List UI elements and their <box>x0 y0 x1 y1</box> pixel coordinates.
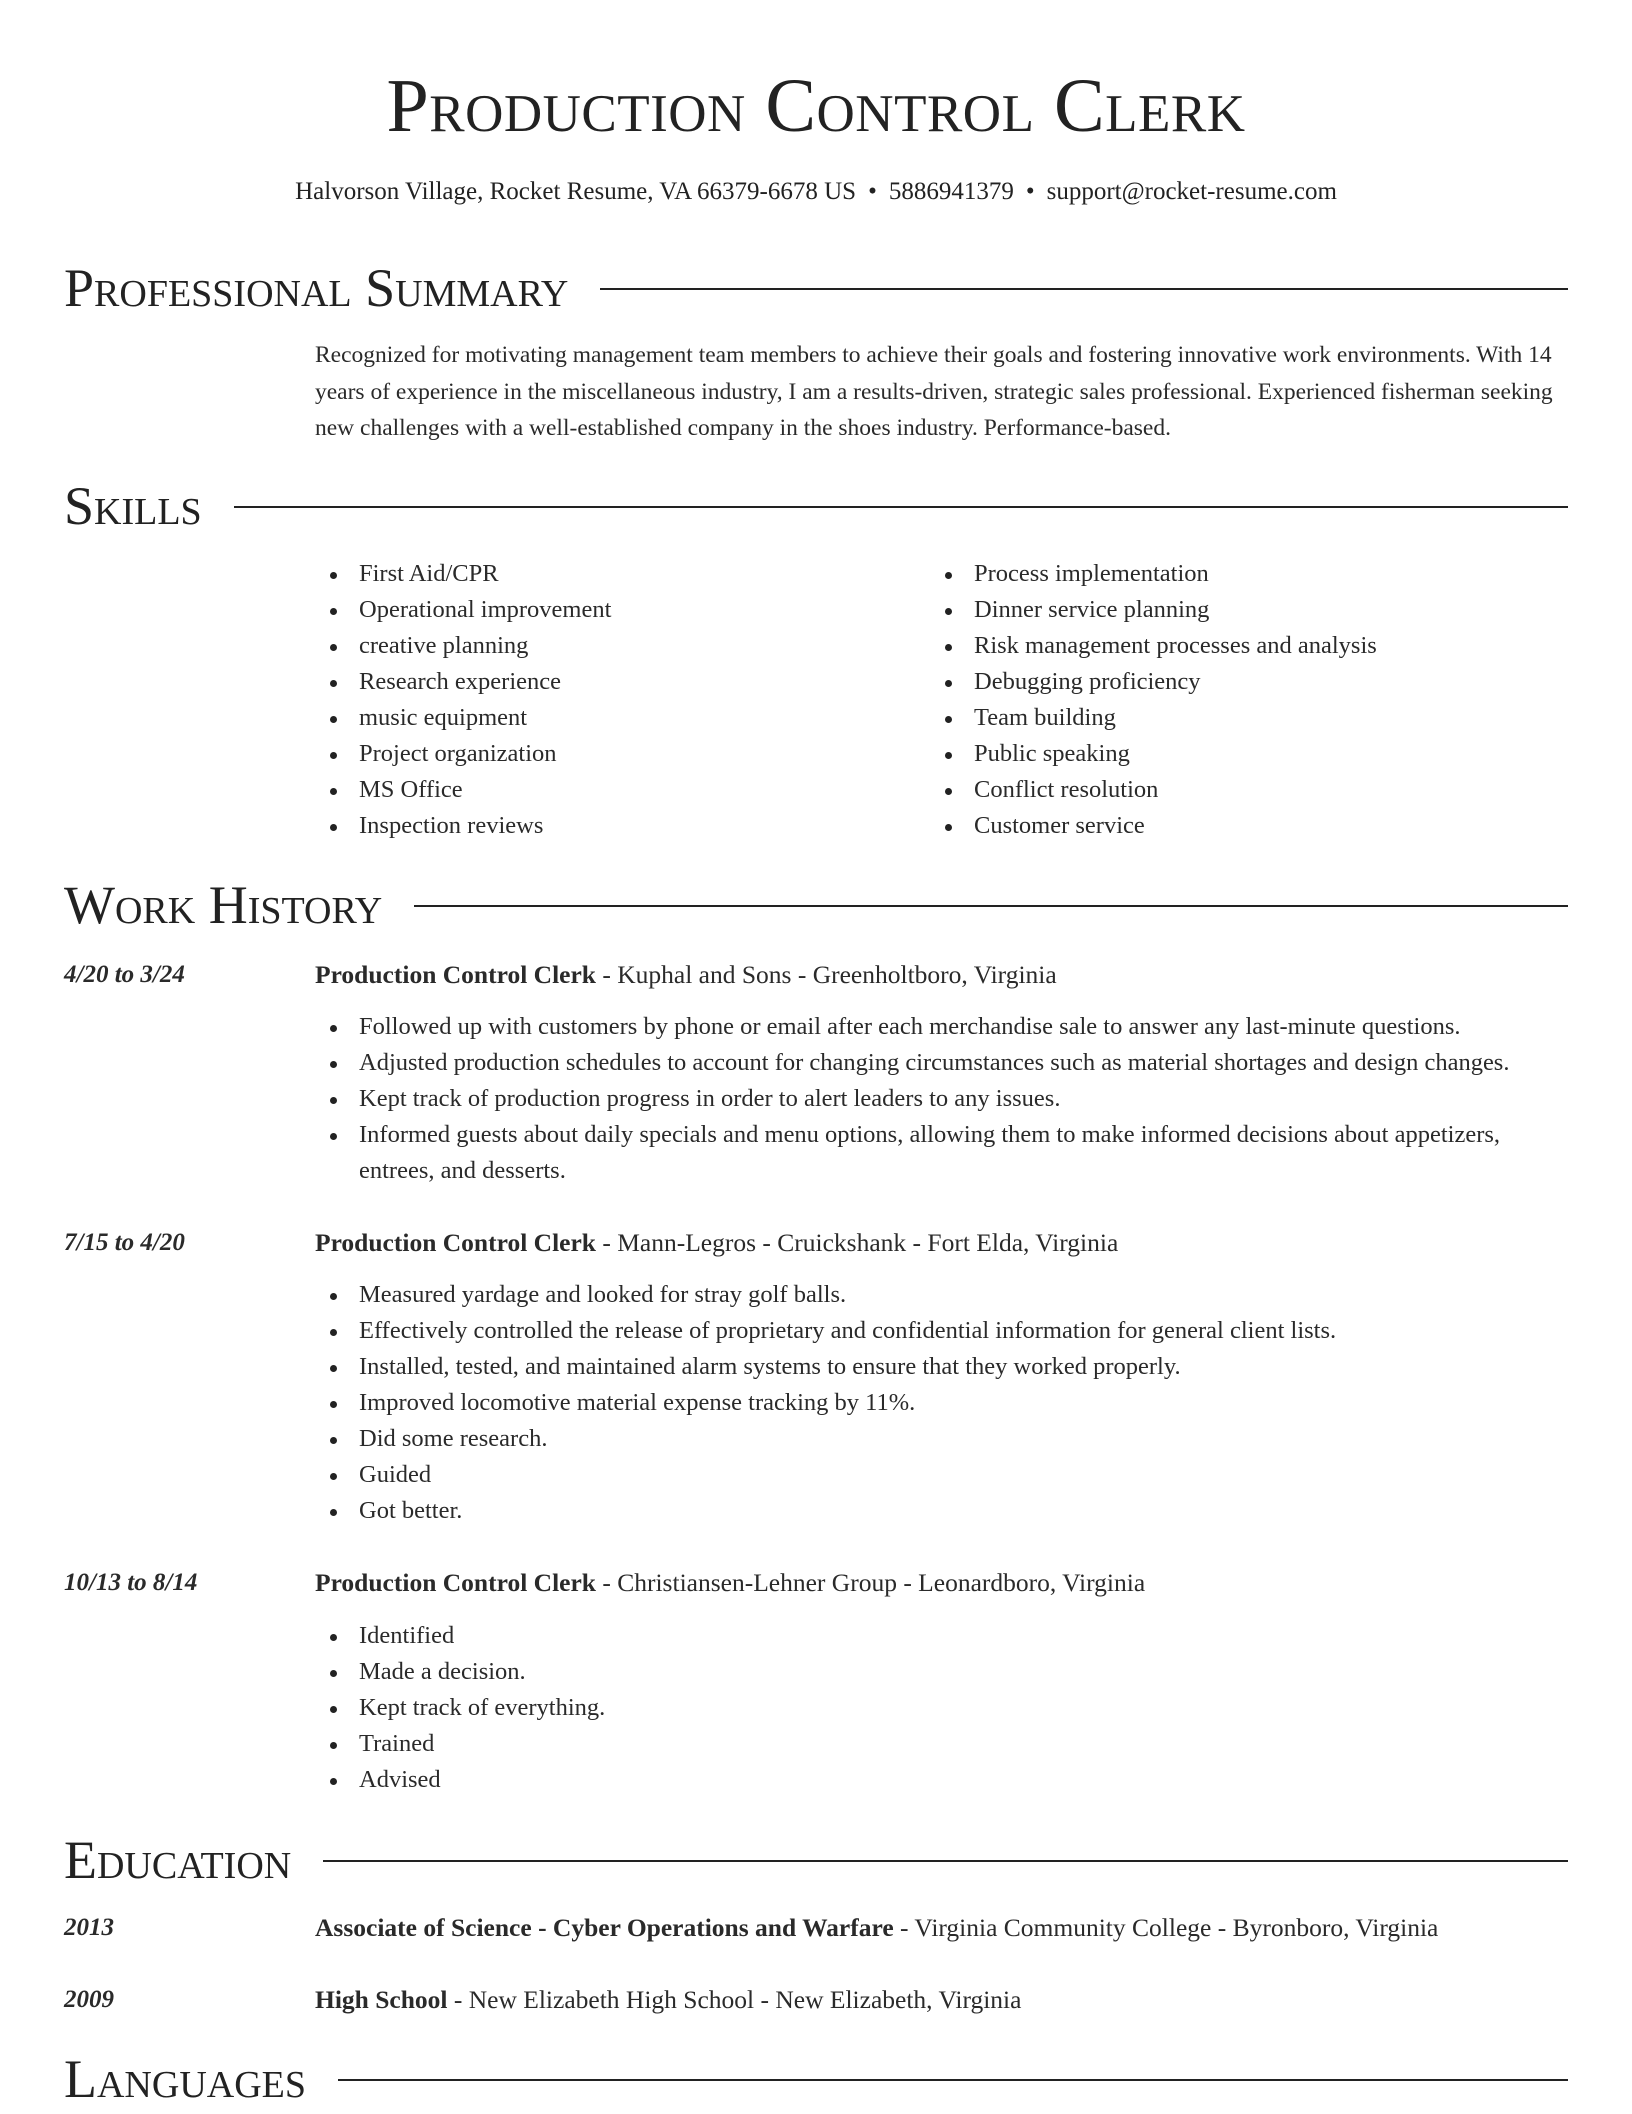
contact-line <box>0 172 1632 212</box>
section-title: Work History <box>64 875 383 935</box>
job-bullet: Advised <box>315 1762 1570 1798</box>
job-title <box>315 957 1057 993</box>
job-bullet: Kept track of everything. <box>315 1690 1570 1726</box>
job-company: - Mann-Legros - Cruickshank - Fort Elda, Virginia <box>595 1228 1119 1257</box>
section-header-skills <box>64 471 1568 541</box>
section-header-work-history <box>64 870 1568 940</box>
section-header-languages <box>64 2044 1568 2114</box>
job-bullet: Guided <box>315 1457 1570 1493</box>
section-title: Skills <box>64 476 202 536</box>
job-bullet: Improved locomotive material expense tracking by 11%. <box>315 1385 1570 1421</box>
job-bullet: Got better. <box>315 1493 1570 1529</box>
job-bullet: Identified <box>315 1618 1570 1654</box>
job-bullet: Followed up with customers by phone or email after each merchandise sale to answer any last-minute questions. <box>315 1009 1570 1045</box>
job-bullet: Adjusted production schedules to account for changing circumstances such as material shortages and design changes. <box>315 1045 1570 1081</box>
email: support@rocket-resume.com <box>1046 178 1337 205</box>
skill-item: MS Office <box>315 772 611 808</box>
education-school: - New Elizabeth High School - New Elizabeth, Virginia <box>447 1985 1022 2014</box>
section-title: Languages <box>64 2049 306 2109</box>
skill-item: Dinner service planning <box>930 592 1377 628</box>
contact-separator: • <box>868 178 877 205</box>
skill-item: Conflict resolution <box>930 772 1377 808</box>
job-bullets <box>315 1009 1570 1189</box>
job-position: Production Control Clerk <box>315 960 596 989</box>
skill-item: Project organization <box>315 736 611 772</box>
education-school: - Virginia Community College - Byronboro, Virginia <box>893 1913 1439 1942</box>
skills-left-column <box>315 556 611 844</box>
skill-item: First Aid/CPR <box>315 556 611 592</box>
skill-item: Process implementation <box>930 556 1377 592</box>
job-bullet: Kept track of production progress in order to alert leaders to any issues. <box>315 1081 1570 1117</box>
skill-item: Customer service <box>930 808 1377 844</box>
job-company: - Christiansen-Lehner Group - Leonardboro, Virginia <box>595 1568 1146 1597</box>
job-bullet: Made a decision. <box>315 1654 1570 1690</box>
job-dates: 4/20 to 3/24 <box>64 961 185 988</box>
job-title <box>315 1565 1145 1601</box>
job-dates: 10/13 to 8/14 <box>64 1569 198 1596</box>
skill-item: music equipment <box>315 700 611 736</box>
job-bullet: Measured yardage and looked for stray golf balls. <box>315 1277 1570 1313</box>
summary-text: Recognized for motivating management team members to achieve their goals and fostering innovative work environments. With 14 years of experience in the miscellaneous industry, I am a results-driven, strategic sales professional. Experienced fisherman seeking new challenges with a well-established company in the shoes industry. Performance-based. <box>315 342 1553 441</box>
skill-item: Operational improvement <box>315 592 611 628</box>
job-position: Production Control Clerk <box>315 1228 596 1257</box>
job-bullet: Did some research. <box>315 1421 1570 1457</box>
section-divider <box>600 288 1568 290</box>
skill-item: creative planning <box>315 628 611 664</box>
job-bullet: Informed guests about daily specials and menu options, allowing them to make informed decisions about appetizers, entrees, and desserts. <box>315 1117 1570 1189</box>
skill-item: Debugging proficiency <box>930 664 1377 700</box>
phone: 5886941379 <box>888 178 1014 205</box>
section-title: Professional Summary <box>64 258 569 318</box>
section-title: Education <box>64 1830 292 1890</box>
education-year: 2009 <box>64 1986 114 2013</box>
skill-item: Team building <box>930 700 1377 736</box>
education-entry <box>315 1910 1438 1946</box>
job-position: Production Control Clerk <box>315 1568 596 1597</box>
job-bullet: Installed, tested, and maintained alarm systems to ensure that they worked properly. <box>315 1349 1570 1385</box>
job-bullets <box>315 1277 1570 1529</box>
section-header-education <box>64 1825 1568 1895</box>
skill-item: Research experience <box>315 664 611 700</box>
education-year: 2013 <box>64 1914 114 1941</box>
job-bullets <box>315 1618 1570 1798</box>
education-degree: Associate of Science - Cyber Operations and Warfare <box>315 1913 894 1942</box>
section-divider <box>234 506 1568 508</box>
section-divider <box>414 905 1568 907</box>
skills-right-column <box>930 556 1377 844</box>
job-dates: 7/15 to 4/20 <box>64 1229 185 1256</box>
section-divider <box>338 2079 1568 2081</box>
skill-item: Public speaking <box>930 736 1377 772</box>
address: Halvorson Village, Rocket Resume, VA 66379-6678 US <box>295 178 857 205</box>
education-degree: High School <box>315 1985 448 2014</box>
job-bullet: Effectively controlled the release of proprietary and confidential information for general client lists. <box>315 1313 1570 1349</box>
job-title <box>315 1225 1118 1261</box>
section-header-summary <box>64 253 1568 323</box>
education-entry <box>315 1982 1021 2018</box>
resume-name: Production Control Clerk <box>386 64 1246 148</box>
contact-separator: • <box>1025 178 1035 205</box>
job-company: - Kuphal and Sons - Greenholtboro, Virginia <box>595 960 1057 989</box>
skill-item: Inspection reviews <box>315 808 611 844</box>
job-bullet: Trained <box>315 1726 1570 1762</box>
skill-item: Risk management processes and analysis <box>930 628 1377 664</box>
section-divider <box>323 1860 1568 1862</box>
